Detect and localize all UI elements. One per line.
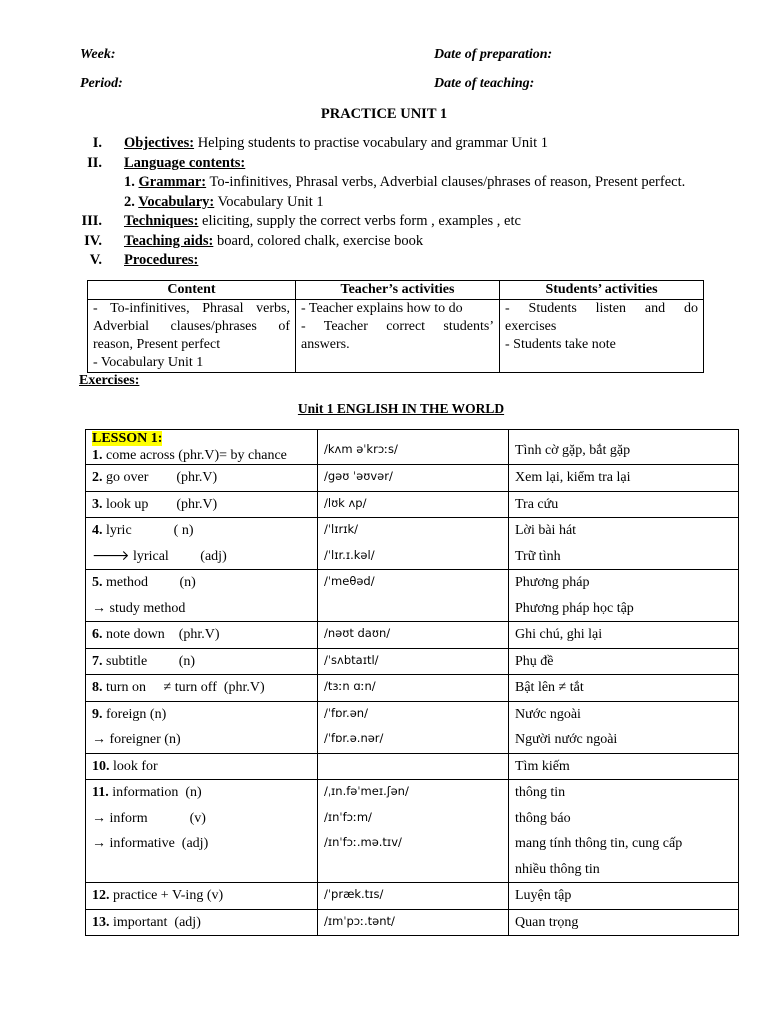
vocab-row [86, 648, 739, 675]
vocab-word: 🡒 lyrical (adj) [92, 548, 227, 564]
vocab-word-cell [86, 883, 318, 910]
vocab-ipa [324, 857, 502, 883]
vocab-meaning-cell [509, 648, 739, 675]
vocab-word-cell [86, 753, 318, 780]
vocab-meaning-cell [509, 701, 739, 753]
outline-label: Objectives: [124, 135, 195, 151]
outline-number: III. [81, 213, 102, 229]
outline-label: Teaching aids: [124, 232, 214, 249]
vocab-row [86, 465, 739, 492]
vocab-meaning: Quan trọng [515, 914, 579, 930]
outline-label: Procedures: [124, 252, 199, 268]
activities-header-row [88, 281, 704, 300]
vocab-word: 9. foreign (n) [92, 706, 167, 722]
vocab-ipa: /ˈfɒr.ən/ [324, 705, 368, 720]
vocab-ipa-cell [318, 518, 509, 570]
vocab-word: 5. method (n) [92, 575, 196, 590]
vocab-word-cell [86, 780, 318, 883]
vocabulary-table [85, 429, 739, 936]
vocab-word: 4. lyric ( n) [92, 523, 194, 538]
vocab-ipa: /ɪnˈfɔː.mə.tɪv/ [324, 835, 402, 849]
vocab-word-cell [86, 701, 318, 753]
vocab-row [86, 701, 739, 753]
outline-number: II. [87, 154, 102, 171]
vocab-meaning-cell [509, 430, 739, 465]
students-line: - Students take note [505, 337, 616, 352]
lesson-outline [80, 134, 760, 271]
period-label: Period: [80, 76, 123, 91]
outline-text: eliciting, supply the correct verbs form , examples , etc [198, 213, 521, 229]
vocab-meaning: Xem lại, kiểm tra lại [515, 470, 631, 485]
vocab-meaning: Luyện tập [515, 888, 572, 903]
vocab-meaning: Nước ngoài [515, 706, 581, 722]
vocab-ipa: /tɜːn ɑːn/ [324, 679, 376, 693]
vocab-ipa-cell [318, 909, 509, 936]
vocab-ipa [324, 754, 502, 780]
outline-text: To-infinitives, Phrasal verbs, Adverbial clauses/phrases of reason, Present perfect. [206, 174, 686, 190]
vocab-ipa-cell [318, 701, 509, 753]
vocab-ipa [324, 596, 502, 622]
vocab-word: → informative (adj) [92, 836, 209, 851]
activities-row [88, 300, 704, 373]
content-line: - Vocabulary Unit 1 [93, 355, 204, 370]
vocab-word: 13. important (adj) [92, 914, 201, 930]
vocab-meaning-cell [509, 622, 739, 649]
students-line: exercises [505, 319, 557, 334]
content-line: reason, Present perfect [93, 337, 221, 352]
vocab-ipa-cell [318, 780, 509, 883]
vocab-meaning: Phụ đề [515, 653, 554, 669]
outline-label: Grammar: [138, 174, 207, 190]
week-label: Week: [80, 47, 116, 62]
vocab-ipa: /ɪmˈpɔː.tənt/ [324, 913, 395, 928]
activities-table [87, 280, 704, 373]
vocab-ipa-cell [318, 465, 509, 492]
vocab-meaning-cell [509, 675, 739, 702]
vocab-row [86, 753, 739, 780]
vocab-ipa: /ˈfɒr.ə.nər/ [324, 731, 384, 745]
vocab-meaning-cell [509, 518, 739, 570]
vocab-meaning: Bật lên ≠ tắt [515, 680, 584, 695]
vocab-word: 6. note down (phr.V) [92, 627, 220, 642]
date-of-teaching-label: Date of teaching: [434, 76, 535, 91]
teacher-line: - Teacher explains how to do [301, 301, 463, 316]
vocab-meaning: Tình cờ gặp, bắt gặp [515, 443, 631, 458]
exercises-label: Exercises: [79, 373, 140, 388]
vocab-word: 10. look for [92, 758, 158, 774]
vocab-ipa: /ˈlɪr.ɪ.kəl/ [324, 547, 375, 562]
vocab-word-cell [86, 518, 318, 570]
vocab-ipa-cell [318, 883, 509, 910]
content-line: Adverbial clauses/phrases of [93, 319, 290, 334]
vocab-meaning-cell [509, 465, 739, 492]
vocab-meaning: thông tin [515, 785, 566, 800]
vocab-ipa-cell [318, 622, 509, 649]
vocab-meaning: mang tính thông tin, cung cấp [515, 836, 683, 851]
lesson-label: LESSON 1: [92, 431, 163, 446]
vocab-ipa-cell [318, 648, 509, 675]
teacher-cell [296, 300, 500, 373]
vocab-ipa: /nəʊt daʊn/ [324, 626, 391, 640]
vocab-row [86, 909, 739, 936]
vocab-row [86, 518, 739, 570]
vocab-ipa: /ˌɪn.fəˈmeɪ.ʃən/ [324, 784, 409, 798]
vocab-row [86, 675, 739, 702]
vocab-row [86, 883, 739, 910]
vocab-word: → study method [92, 600, 186, 616]
outline-text: Helping students to practise vocabulary and grammar Unit 1 [194, 135, 549, 151]
outline-label: Language contents: [124, 154, 246, 171]
vocab-word: 7. subtitle (n) [92, 653, 196, 669]
outline-teaching-aids [80, 232, 760, 252]
vocab-meaning: Trữ tình [515, 548, 561, 564]
vocab-word-cell [86, 622, 318, 649]
vocab-word-cell [86, 675, 318, 702]
vocab-ipa: /kʌm əˈkrɔːs/ [324, 442, 398, 456]
vocab-word-cell [86, 430, 318, 465]
header-teacher-activities: Teacher’s activities [296, 281, 500, 300]
vocab-meaning: Phương pháp học tập [515, 600, 634, 616]
vocab-ipa-cell [318, 753, 509, 780]
outline-number: V. [89, 252, 102, 268]
outline-prefix: 2. [124, 193, 139, 210]
outline-label: Vocabulary: [138, 193, 215, 210]
outline-text: board, colored chalk, exercise book [213, 232, 424, 249]
content-cell [88, 300, 296, 373]
outline-language-contents [80, 154, 760, 174]
vocab-ipa-cell [318, 430, 509, 465]
page-title: PRACTICE UNIT 1 [320, 106, 448, 122]
vocab-word: 8. turn on ≠ turn off (phr.V) [92, 680, 265, 695]
outline-number: I. [92, 135, 102, 151]
vocab-word: 12. practice + V-ing (v) [92, 888, 224, 903]
vocab-meaning: Ghi chú, ghi lại [515, 627, 603, 642]
vocab-meaning: Người nước ngoài [515, 732, 618, 747]
vocab-meaning-cell [509, 780, 739, 883]
outline-prefix: 1. [124, 174, 139, 190]
vocab-word-cell [86, 491, 318, 518]
vocab-ipa-cell [318, 491, 509, 518]
outline-number: IV. [84, 232, 102, 249]
vocab-word-cell [86, 648, 318, 675]
vocab-meaning: nhiều thông tin [515, 861, 600, 877]
vocab-word: 3. look up (phr.V) [92, 496, 218, 512]
vocab-meaning: Tra cứu [515, 496, 559, 512]
vocab-word: → inform (v) [92, 810, 206, 826]
vocab-meaning-cell [509, 753, 739, 780]
header-content: Content [88, 281, 296, 300]
vocab-word: 11. information (n) [92, 785, 202, 800]
vocab-word-cell [86, 570, 318, 622]
content-line: - To-infinitives, Phrasal verbs, [93, 301, 290, 316]
outline-grammar [80, 173, 760, 193]
vocab-ipa-cell [318, 675, 509, 702]
date-of-preparation-label: Date of preparation: [434, 47, 553, 62]
vocab-meaning-cell [509, 883, 739, 910]
outline-vocabulary [80, 193, 760, 213]
vocab-word-cell [86, 465, 318, 492]
vocab-meaning: Lời bài hát [515, 523, 577, 538]
vocab-row [86, 430, 739, 465]
vocab-word: → foreigner (n) [92, 732, 181, 747]
vocab-ipa: /ˈlɪrɪk/ [324, 522, 359, 536]
vocab-ipa: /lʊk ʌp/ [324, 495, 367, 510]
vocab-ipa: /gəʊ ˈəʊvər/ [324, 469, 393, 483]
outline-objectives [80, 134, 760, 154]
header-students-activities: Students’ activities [500, 281, 704, 300]
outline-text: Vocabulary Unit 1 [214, 193, 324, 210]
vocab-word [92, 857, 311, 883]
unit-title: Unit 1 ENGLISH IN THE WORLD [297, 401, 505, 416]
vocab-row [86, 570, 739, 622]
vocab-meaning-cell [509, 491, 739, 518]
vocab-ipa: /ˈmeθəd/ [324, 574, 375, 588]
vocab-meaning: thông báo [515, 810, 571, 826]
vocab-ipa: /ɪnˈfɔːm/ [324, 809, 372, 824]
vocab-row [86, 622, 739, 649]
students-line: - Students listen and do [505, 301, 698, 316]
vocab-ipa-cell [318, 570, 509, 622]
vocab-meaning-cell [509, 570, 739, 622]
vocab-meaning-cell [509, 909, 739, 936]
vocab-word: 2. go over (phr.V) [92, 470, 218, 485]
teacher-line: answers. [301, 337, 350, 352]
vocab-ipa: /ˈpræk.tɪs/ [324, 887, 384, 901]
vocab-meaning: Tìm kiếm [515, 758, 570, 774]
vocab-row [86, 491, 739, 518]
vocab-ipa: /ˈsʌbtaɪtl/ [324, 652, 379, 667]
vocab-word-cell [86, 909, 318, 936]
vocab-meaning: Phương pháp [515, 575, 590, 590]
outline-procedures [80, 251, 760, 271]
students-cell [500, 300, 704, 373]
outline-techniques [80, 212, 760, 232]
outline-label: Techniques: [124, 213, 199, 229]
vocab-row [86, 780, 739, 883]
teacher-line: - Teacher correct students’ [301, 319, 494, 334]
vocab-word: 1. come across (phr.V)= by chance [92, 448, 287, 463]
